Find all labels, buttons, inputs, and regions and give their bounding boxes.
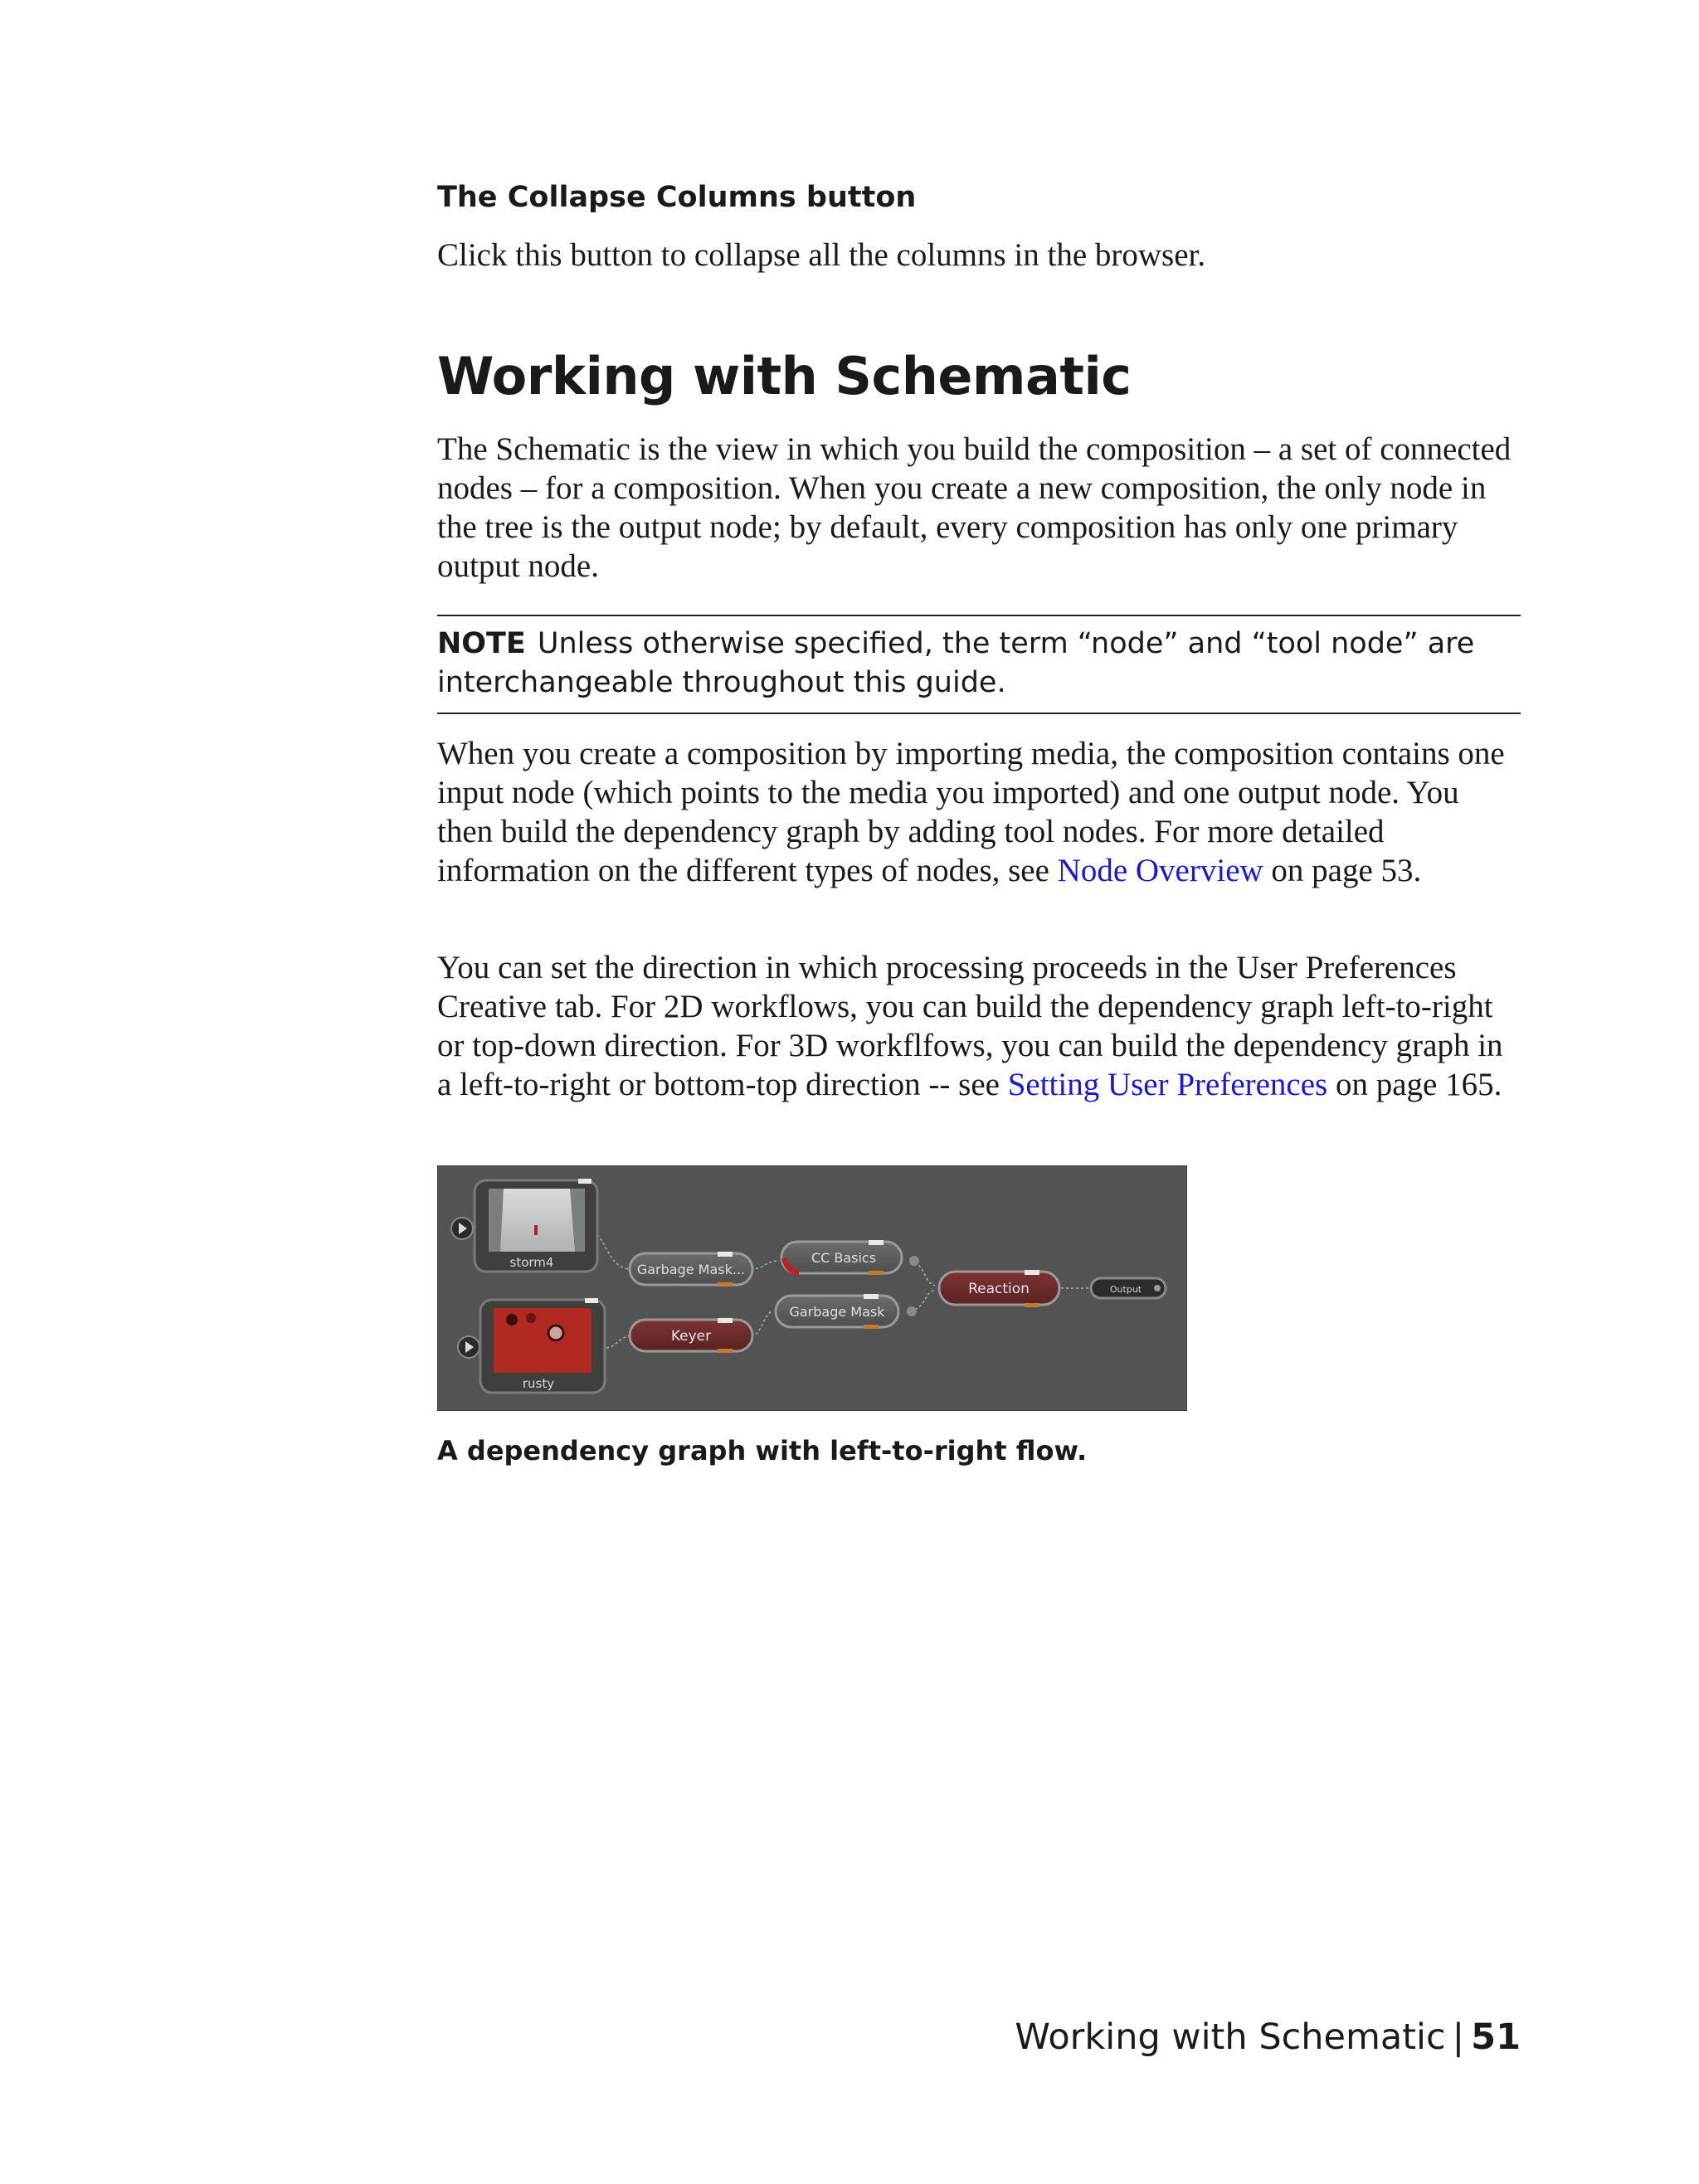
keyer-port: [718, 1349, 733, 1353]
rusty-label: rusty: [522, 1376, 555, 1391]
node-keyer[interactable]: [630, 1318, 752, 1353]
paragraph-import: [437, 734, 1521, 890]
garbage-mask-2-output-dot: [907, 1306, 917, 1316]
node-output[interactable]: [1091, 1278, 1166, 1298]
note-label: NOTE: [437, 627, 526, 660]
section-heading: Working with Schematic: [437, 346, 1132, 406]
keyer-label: Keyer: [670, 1328, 712, 1345]
storm4-label: storm4: [509, 1255, 554, 1270]
garbage-mask-1-tab: [718, 1252, 733, 1257]
figure-caption: A dependency graph with left-to-right flow.: [437, 1435, 1088, 1467]
cc-basics-tab: [869, 1240, 884, 1245]
page-footer: [1015, 2014, 1521, 2060]
paragraph-direction-tail: on page 165.: [1327, 1067, 1502, 1102]
footer-title: Working with Schematic: [1015, 2016, 1446, 2058]
footer-separator: |: [1452, 2016, 1465, 2058]
garbage-mask-2-label: Garbage Mask: [789, 1304, 885, 1320]
note-text: Unless otherwise specified, the term “node” and “tool node” are interchangeable throughout this guide.: [437, 627, 1475, 699]
setting-user-preferences-link[interactable]: Setting User Preferences: [1007, 1067, 1328, 1102]
paragraph-import-tail: on page 53.: [1263, 853, 1422, 888]
output-label: Output: [1109, 1284, 1142, 1295]
dependency-graph-figure: [437, 1165, 1187, 1411]
paragraph-direction: [437, 948, 1521, 1104]
intro-paragraph: The Schematic is the view in which you build the composition – a set of connected nodes – for a composition. When you create a new composition, the only node in the tree is the output node; by default, every composition has only one primary output node.: [437, 431, 1512, 584]
node-overview-link[interactable]: Node Overview: [1057, 853, 1263, 888]
reaction-tab: [1025, 1270, 1039, 1275]
cc-basics-port: [869, 1271, 884, 1275]
node-rusty[interactable]: [458, 1298, 605, 1393]
page-number: 51: [1471, 2016, 1521, 2058]
keyer-tab: [718, 1318, 733, 1323]
garbage-mask-1-label: Garbage Mask...: [636, 1262, 746, 1277]
subheading: The Collapse Columns button: [437, 181, 917, 214]
rusty-thumbnail-spot: [548, 1325, 563, 1340]
garbage-mask-2-tab: [864, 1294, 879, 1299]
rusty-tab: [585, 1298, 598, 1303]
subheading-body: Click this button to collapse all the columns in the browser.: [437, 237, 1206, 273]
output-indicator: [1154, 1285, 1161, 1291]
garbage-mask-2-port: [864, 1325, 879, 1329]
rusty-thumbnail-spot: [526, 1313, 536, 1323]
node-garbage-mask-1[interactable]: [630, 1252, 752, 1287]
rusty-thumbnail-spot: [506, 1314, 518, 1325]
storm4-tab: [578, 1179, 591, 1184]
paragraph-direction-text: You can set the direction in which processing proceeds in the User Preferences Creative tab. For 2D workflows, you can build the dependency graph left-to-right or top-down direction. For 3D workflfows, you can build the dependency graph in a left-to-right or bottom-top direction -- see: [437, 950, 1503, 1102]
note-box: [437, 615, 1521, 714]
storm4-thumbnail-figure: [534, 1225, 538, 1235]
cc-basics-output-dot: [909, 1256, 919, 1266]
cc-basics-label: CC Basics: [811, 1250, 877, 1266]
storm4-thumbnail: [489, 1189, 585, 1252]
reaction-label: Reaction: [968, 1281, 1030, 1297]
node-reaction[interactable]: [939, 1270, 1059, 1307]
reaction-port: [1025, 1303, 1039, 1307]
paragraph-import-text: When you create a composition by importing media, the composition contains one input node (which points to the media you imported) and one output node. You then build the dependency graph by adding tool nodes. For more detailed information on the different types of nodes, see: [437, 736, 1505, 888]
garbage-mask-1-port: [718, 1282, 733, 1287]
